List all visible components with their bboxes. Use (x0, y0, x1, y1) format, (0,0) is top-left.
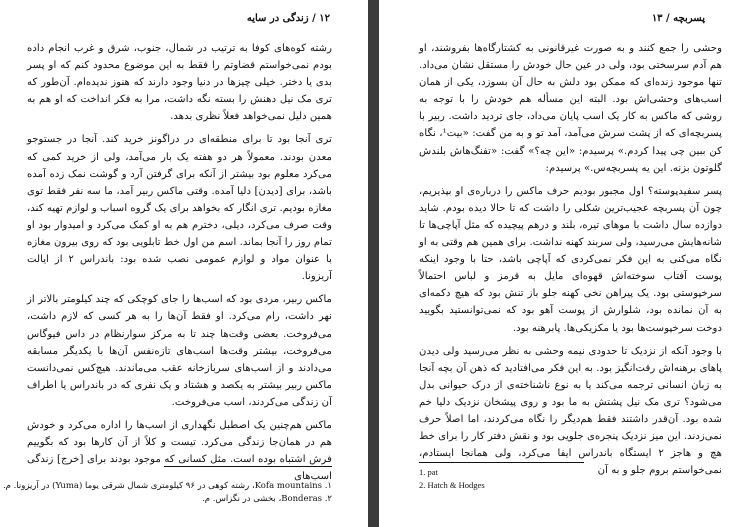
right-page-body (419, 40, 722, 479)
right-footnote-1: 1. pat (419, 467, 438, 477)
left-footnote-divider (164, 466, 332, 467)
left-page-header: ۱۲ / زندگی در سایه (246, 13, 330, 24)
right-paragraph-3: با وجود آنکه از نزدیک تا حدودی نیمه وحشی به نظر می‌رسید ولی دیدن پاهای برهنه‌اش رقت‌انگیز بود. به این فکر می‌افتادید که ذهن آن بچه آنجا به زبان انسانی ترجمه می‌کند یا به نوع ناشناخته‌ی از درک حیوانی بدل می‌شود؟ تری مک نیل پشتش به ما بود و روی پیشخان نزدیک دلیا خم شده بود. آن‌قدر داشتند فقط هم‌دیگر را نگاه می‌کردند، اما اصلاً حرف نمی‌زدند. این میز نزدیک پنجره‌ی جلویی بود و نقش دفتر کار را برای خط هچ و هاجز ۲ ایستگاه باندراس ایفا می‌کرد، ولی همانجا ایستادم، نمی‌خواستم بروم جلو و به آن (419, 345, 722, 477)
right-paragraph-2: پسر سفیدپوسته؟ اول مجبور بودیم حرف ماکس را درباره‌ی او بپذیریم، چون آن پسربچه عجیب‌ترین شکلی را داشت که تا حالا دیده بودم. شاید دوازده سال داشت با موهای تیره، بلند و درهم پیچیده که مثل آپاچی‌ها تا شانه‌هایش می‌رسید، ولی سربند کهنه نداشت. برای همین هم وقتی به او نگاه می‌کنی به این فکر نمی‌کردی که آپاچی باشد، حتا با وجود اینکه پوست آفتاب سوخته‌اش قهوه‌ای مایل به قرمز و لباس احتمالاً سرخپوستی بود. یک پیراهن نخی کهنه جلو باز تنش بود که هیچ دکمه‌ای به آن نمانده بود، شلوارش از پوست آهو بود که نمی‌توانستید بگویید دوخت سرخپوست‌ها بود یا مکزیکی‌ها. پابرهنه بود. (419, 185, 722, 334)
right-footnotes (419, 466, 619, 491)
right-page (379, 0, 743, 527)
left-paragraph-4: ماکس هم‌چنین یک اصطبل نگهداری از اسب‌ها را اداره می‌کرد و خودش هم در همان‌جا زندگی می‌کرد. تیست و کلاً از آن کارها بود که بگوییم فرش اشتباه بوده است. مثل کسانی که موجود بودند برای [خرج] زندگی اسب‌های (27, 419, 332, 483)
book-gutter (368, 0, 379, 527)
right-footnote-divider (419, 462, 584, 463)
left-footnote-1: ۱. Kofa mountains، رشته کوهی در ۹۶ کیلومتری شمال شرقی یوما (Yuma) در آریزونا. م. (2, 481, 332, 491)
left-paragraph-1: رشته کوه‌های کوفا به ترتیب در شمال، جنوب، شرق و غرب انجام داده بودم نمی‌خواستم قضاوتم را فقط به این موضوع محدود کنم که او پسر بدی یا دختر. خیلی چیزها در دنیا وجود دارند که هنوز ندیده‌ام. آن‌طور که تری مک نیل دهنش را بسته نگه داشت، مرا به فکر انداخت که او هم به همین دلیل نمی‌خواهد فعلاً نظری بدهد. (27, 43, 332, 123)
right-paragraph-1: وحشی را جمع کنند و به صورت غیرقانونی به کشتارگاه‌ها بفروشند، او هم آدم سرسختی بود، ولی در عین حال خودش را مستقل نشان می‌داد. تنها موجود زنده‌ای که ممکن بود دلش به حال آن بسوزد، یکی از همان اسب‌های وحشی‌اش بود. البته این مسأله هم خودش را با توجه به روشی که ماکس به کار یک اسب پایان می‌داد، جای تردید داشت. ربیر با پسربچه‌ای که از پشت سرش می‌آمد، آمد تو و به من گفت: «بیت¹، نگاه کن ببین چی پیدا کردم.» پرسیدم: «این چه؟» گفت: «تفنگ‌هاش بلندش گلوتون بزنه. این یه پسربچه‌س.» پرسیدم: (419, 43, 722, 174)
right-footnote-2: 2. Hatch & Hodges (419, 479, 485, 490)
left-footnotes (2, 480, 332, 505)
left-footnote-2: ۲. Bonderas، بخشی در نگزاس. م. (202, 493, 332, 504)
left-paragraph-2: تری آنجا بود تا برای منطقه‌ای در دراگونز خرید کند. آنجا در جستوجو معدن بودند. معمولاً هر دو هفته یک بار می‌آمد، ولی از خرید کمی که می‌کرد معلوم بود بیشتر از آنکه برای گرفتن آرد و گوشت نمک زده آمده باشد، برای [دیدن] دلیا آمده. وقتی ماکس ربیر آمد، ما سه نفر فقط توی مغازه بودیم. تری انگار که بخواهد برای یک گروه اسباب و لوازم تهیه کند، وقت صرف می‌کرد، دیلی، دخترم هم به او کمک می‌کرد و امیدوار بود او تمام روز را آنجا بماند. اسم من اول خط تابلویی بود که روی بیرون مغازه با عنوان مواد و لوازم عمومی نصب شده بود: باندراس ۲ از ایالت آریزونا. (27, 134, 332, 283)
left-page-body (27, 40, 332, 485)
right-page-header: پسربچه / ۱۳ (651, 13, 705, 24)
left-paragraph-3: ماکس ربیر، مردی بود که اسب‌ها را جای کوچکی که چند کیلومتر بالاتر از نهر داشت، رام می‌کرد. او فقط آن‌ها را به هر کسی که لازم داشت، می‌فروخت. بعضی وقت‌ها چند تا به مرکز سوارنظام در داس فیوگاس می‌فروخت، بیشتر وقت‌ها اسب‌های تازه‌نفس آن‌ها با یکدیگر مسابقه می‌دادند و از اسب‌های سربازخانه عقب می‌ماندند. هیچ‌کس نمی‌دانست ماکس ربیر بیشتر به یکصد و هشتاد و یک نفری که در باندراس یا اطراف آن زندگی می‌کردند، اسب می‌فروخت. (27, 294, 332, 408)
left-page (0, 0, 368, 527)
